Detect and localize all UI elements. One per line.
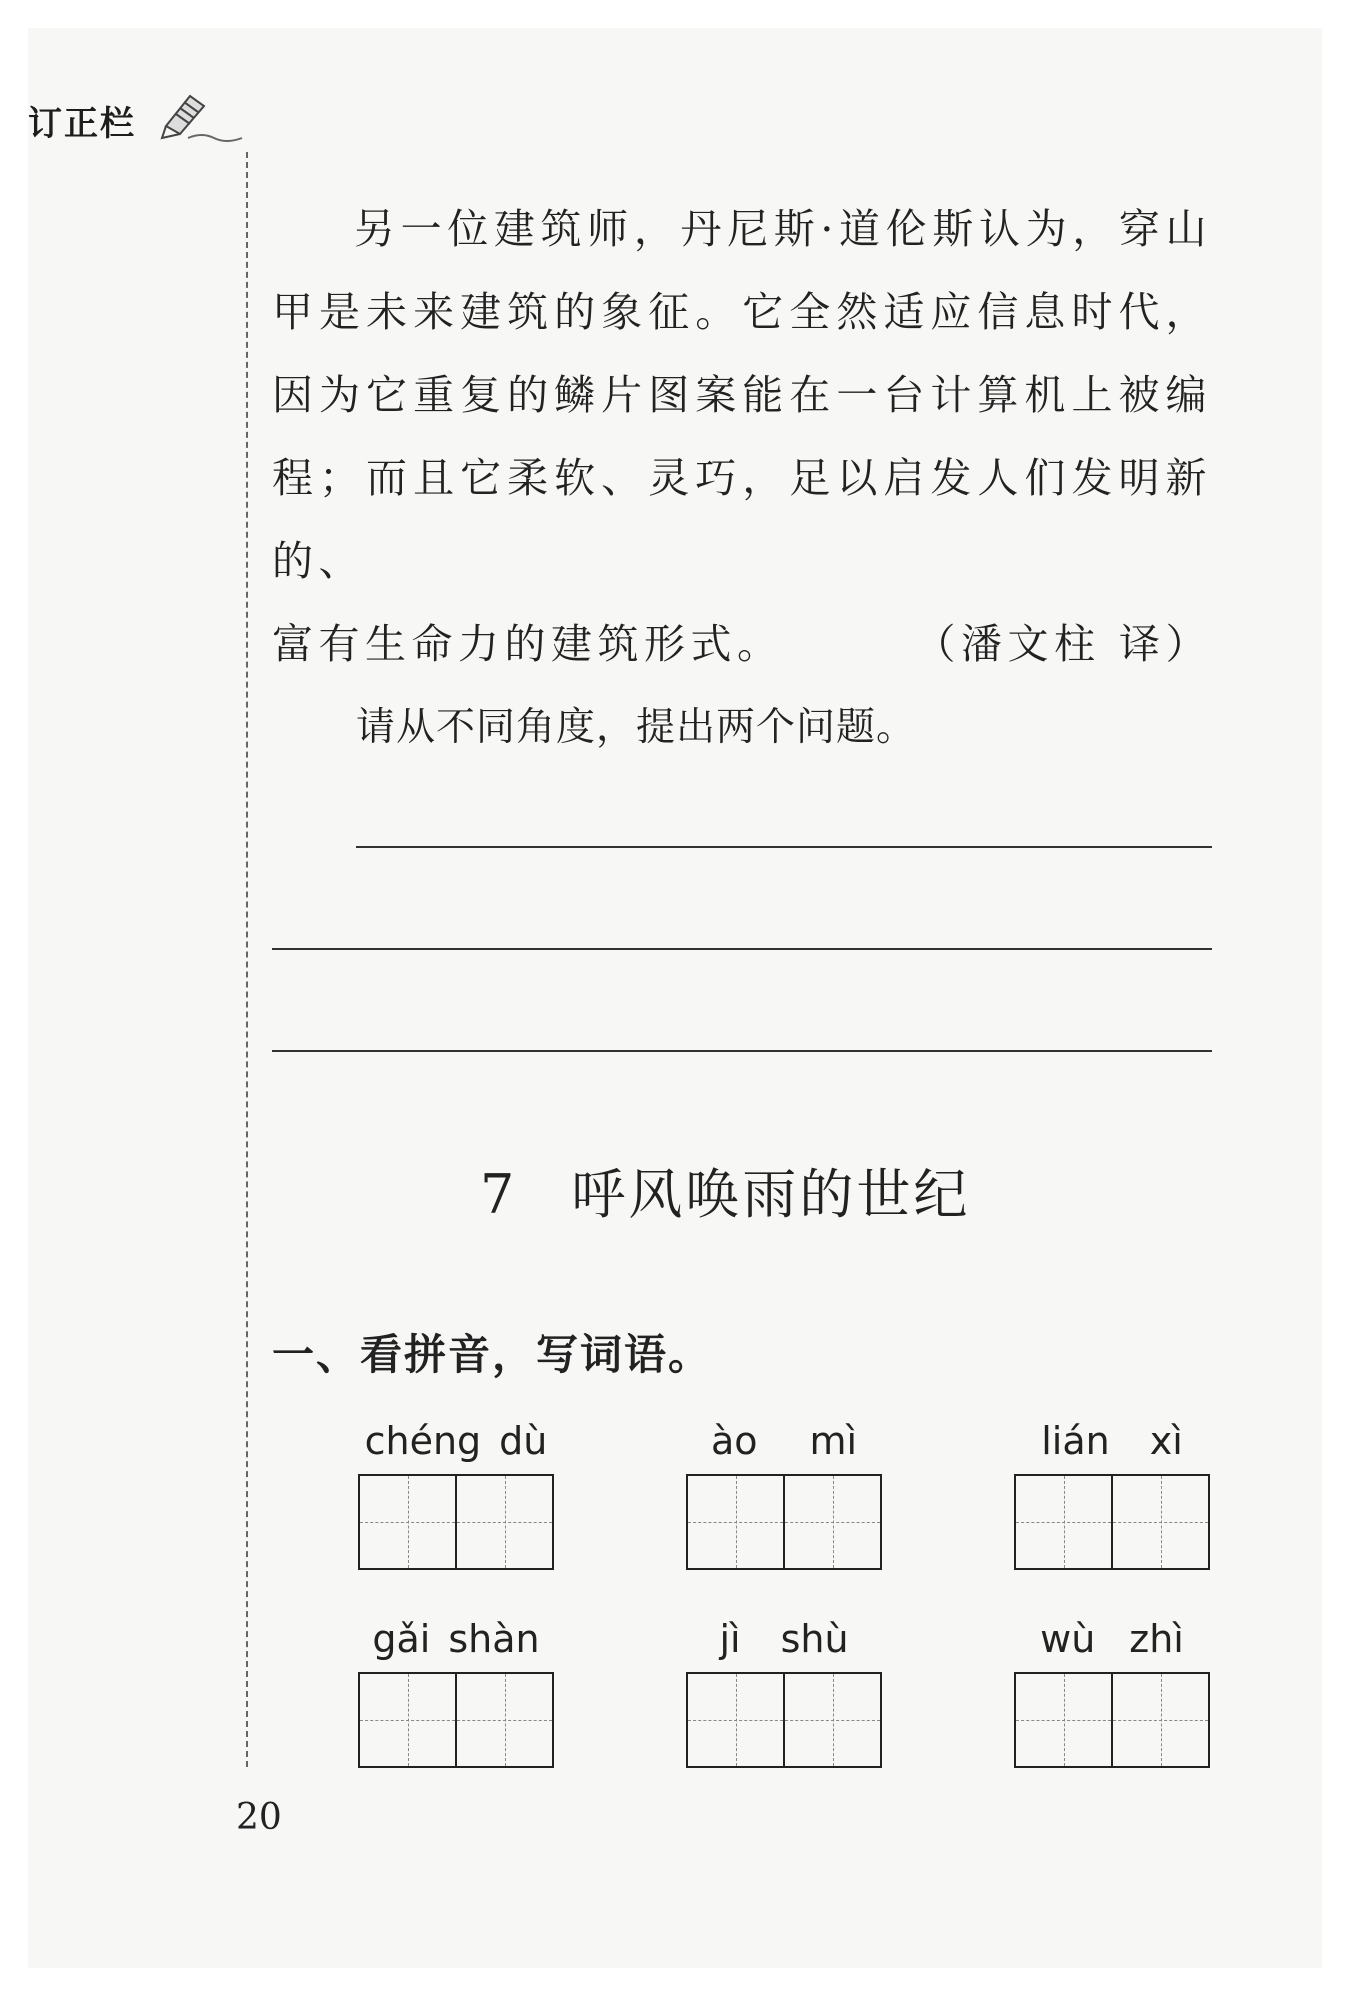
passage-last-line <box>272 603 1212 686</box>
pinyin-syllable: zhì <box>1129 1617 1184 1661</box>
question-prompt: 请从不同角度，提出两个问题。 <box>356 705 917 750</box>
translator-credit: （潘文柱 译） <box>914 620 1212 668</box>
margin-dashed-rule <box>246 152 248 1767</box>
writing-cell[interactable] <box>688 1674 783 1766</box>
answer-line-2[interactable] <box>272 948 1212 950</box>
writing-cell[interactable] <box>783 1476 880 1568</box>
pinyin-syllable: shàn <box>448 1617 540 1661</box>
pinyin-label <box>686 1612 882 1666</box>
pinyin-item <box>1014 1414 1210 1570</box>
pinyin-item <box>358 1414 554 1570</box>
passage-paragraph: 另一位建筑师，丹尼斯·道伦斯认为，穿山甲是未来建筑的象征。它全然适应信息时代，因为它重复的鳞片图案能在一台计算机上被编程；而且它柔软、灵巧，足以启发人们发明新的、 <box>272 205 1212 585</box>
writing-cell[interactable] <box>1111 1476 1208 1568</box>
pencil-icon <box>158 82 248 142</box>
tianzige-grid <box>1014 1474 1210 1570</box>
writing-cell[interactable] <box>1016 1476 1111 1568</box>
writing-cell[interactable] <box>783 1674 880 1766</box>
pinyin-label <box>358 1414 554 1468</box>
pinyin-syllable: mì <box>809 1419 858 1463</box>
lesson-name: 呼风唤雨的世纪 <box>571 1163 971 1226</box>
writing-cell[interactable] <box>1111 1674 1208 1766</box>
pinyin-item <box>1014 1612 1210 1768</box>
writing-cell[interactable] <box>455 1674 552 1766</box>
tianzige-grid <box>686 1672 882 1768</box>
pinyin-label <box>686 1414 882 1468</box>
writing-cell[interactable] <box>1016 1674 1111 1766</box>
pinyin-label <box>358 1612 554 1666</box>
pinyin-syllable: jì <box>719 1617 741 1661</box>
tianzige-grid <box>358 1672 554 1768</box>
pinyin-syllable: lián <box>1041 1419 1110 1463</box>
lesson-number: 7 <box>480 1163 518 1226</box>
pinyin-item <box>686 1414 882 1570</box>
answer-line-1[interactable] <box>356 846 1212 848</box>
pinyin-label <box>1014 1612 1210 1666</box>
pinyin-syllable: shù <box>780 1617 849 1661</box>
tianzige-grid <box>1014 1672 1210 1768</box>
reading-passage <box>272 188 1212 686</box>
writing-cell[interactable] <box>360 1476 455 1568</box>
tianzige-grid <box>358 1474 554 1570</box>
pinyin-syllable: wù <box>1040 1617 1096 1661</box>
pinyin-syllable: chéng <box>364 1419 482 1463</box>
pinyin-syllable: xì <box>1149 1419 1183 1463</box>
tianzige-grid <box>686 1474 882 1570</box>
writing-cell[interactable] <box>360 1674 455 1766</box>
pinyin-syllable: dù <box>499 1419 548 1463</box>
passage-ending: 富有生命力的建筑形式。 <box>272 620 784 668</box>
page-number: 20 <box>236 1797 282 1838</box>
pinyin-label <box>1014 1414 1210 1468</box>
pinyin-item <box>358 1612 554 1768</box>
section-heading: 一、看拼音，写词语。 <box>272 1330 713 1379</box>
pinyin-syllable: gǎi <box>372 1617 431 1661</box>
lesson-title <box>480 1152 970 1229</box>
writing-cell[interactable] <box>455 1476 552 1568</box>
pinyin-syllable: ào <box>710 1419 758 1463</box>
pinyin-item <box>686 1612 882 1768</box>
answer-line-3[interactable] <box>272 1050 1212 1052</box>
correction-column-label: 订正栏 <box>28 104 136 144</box>
writing-cell[interactable] <box>688 1476 783 1568</box>
